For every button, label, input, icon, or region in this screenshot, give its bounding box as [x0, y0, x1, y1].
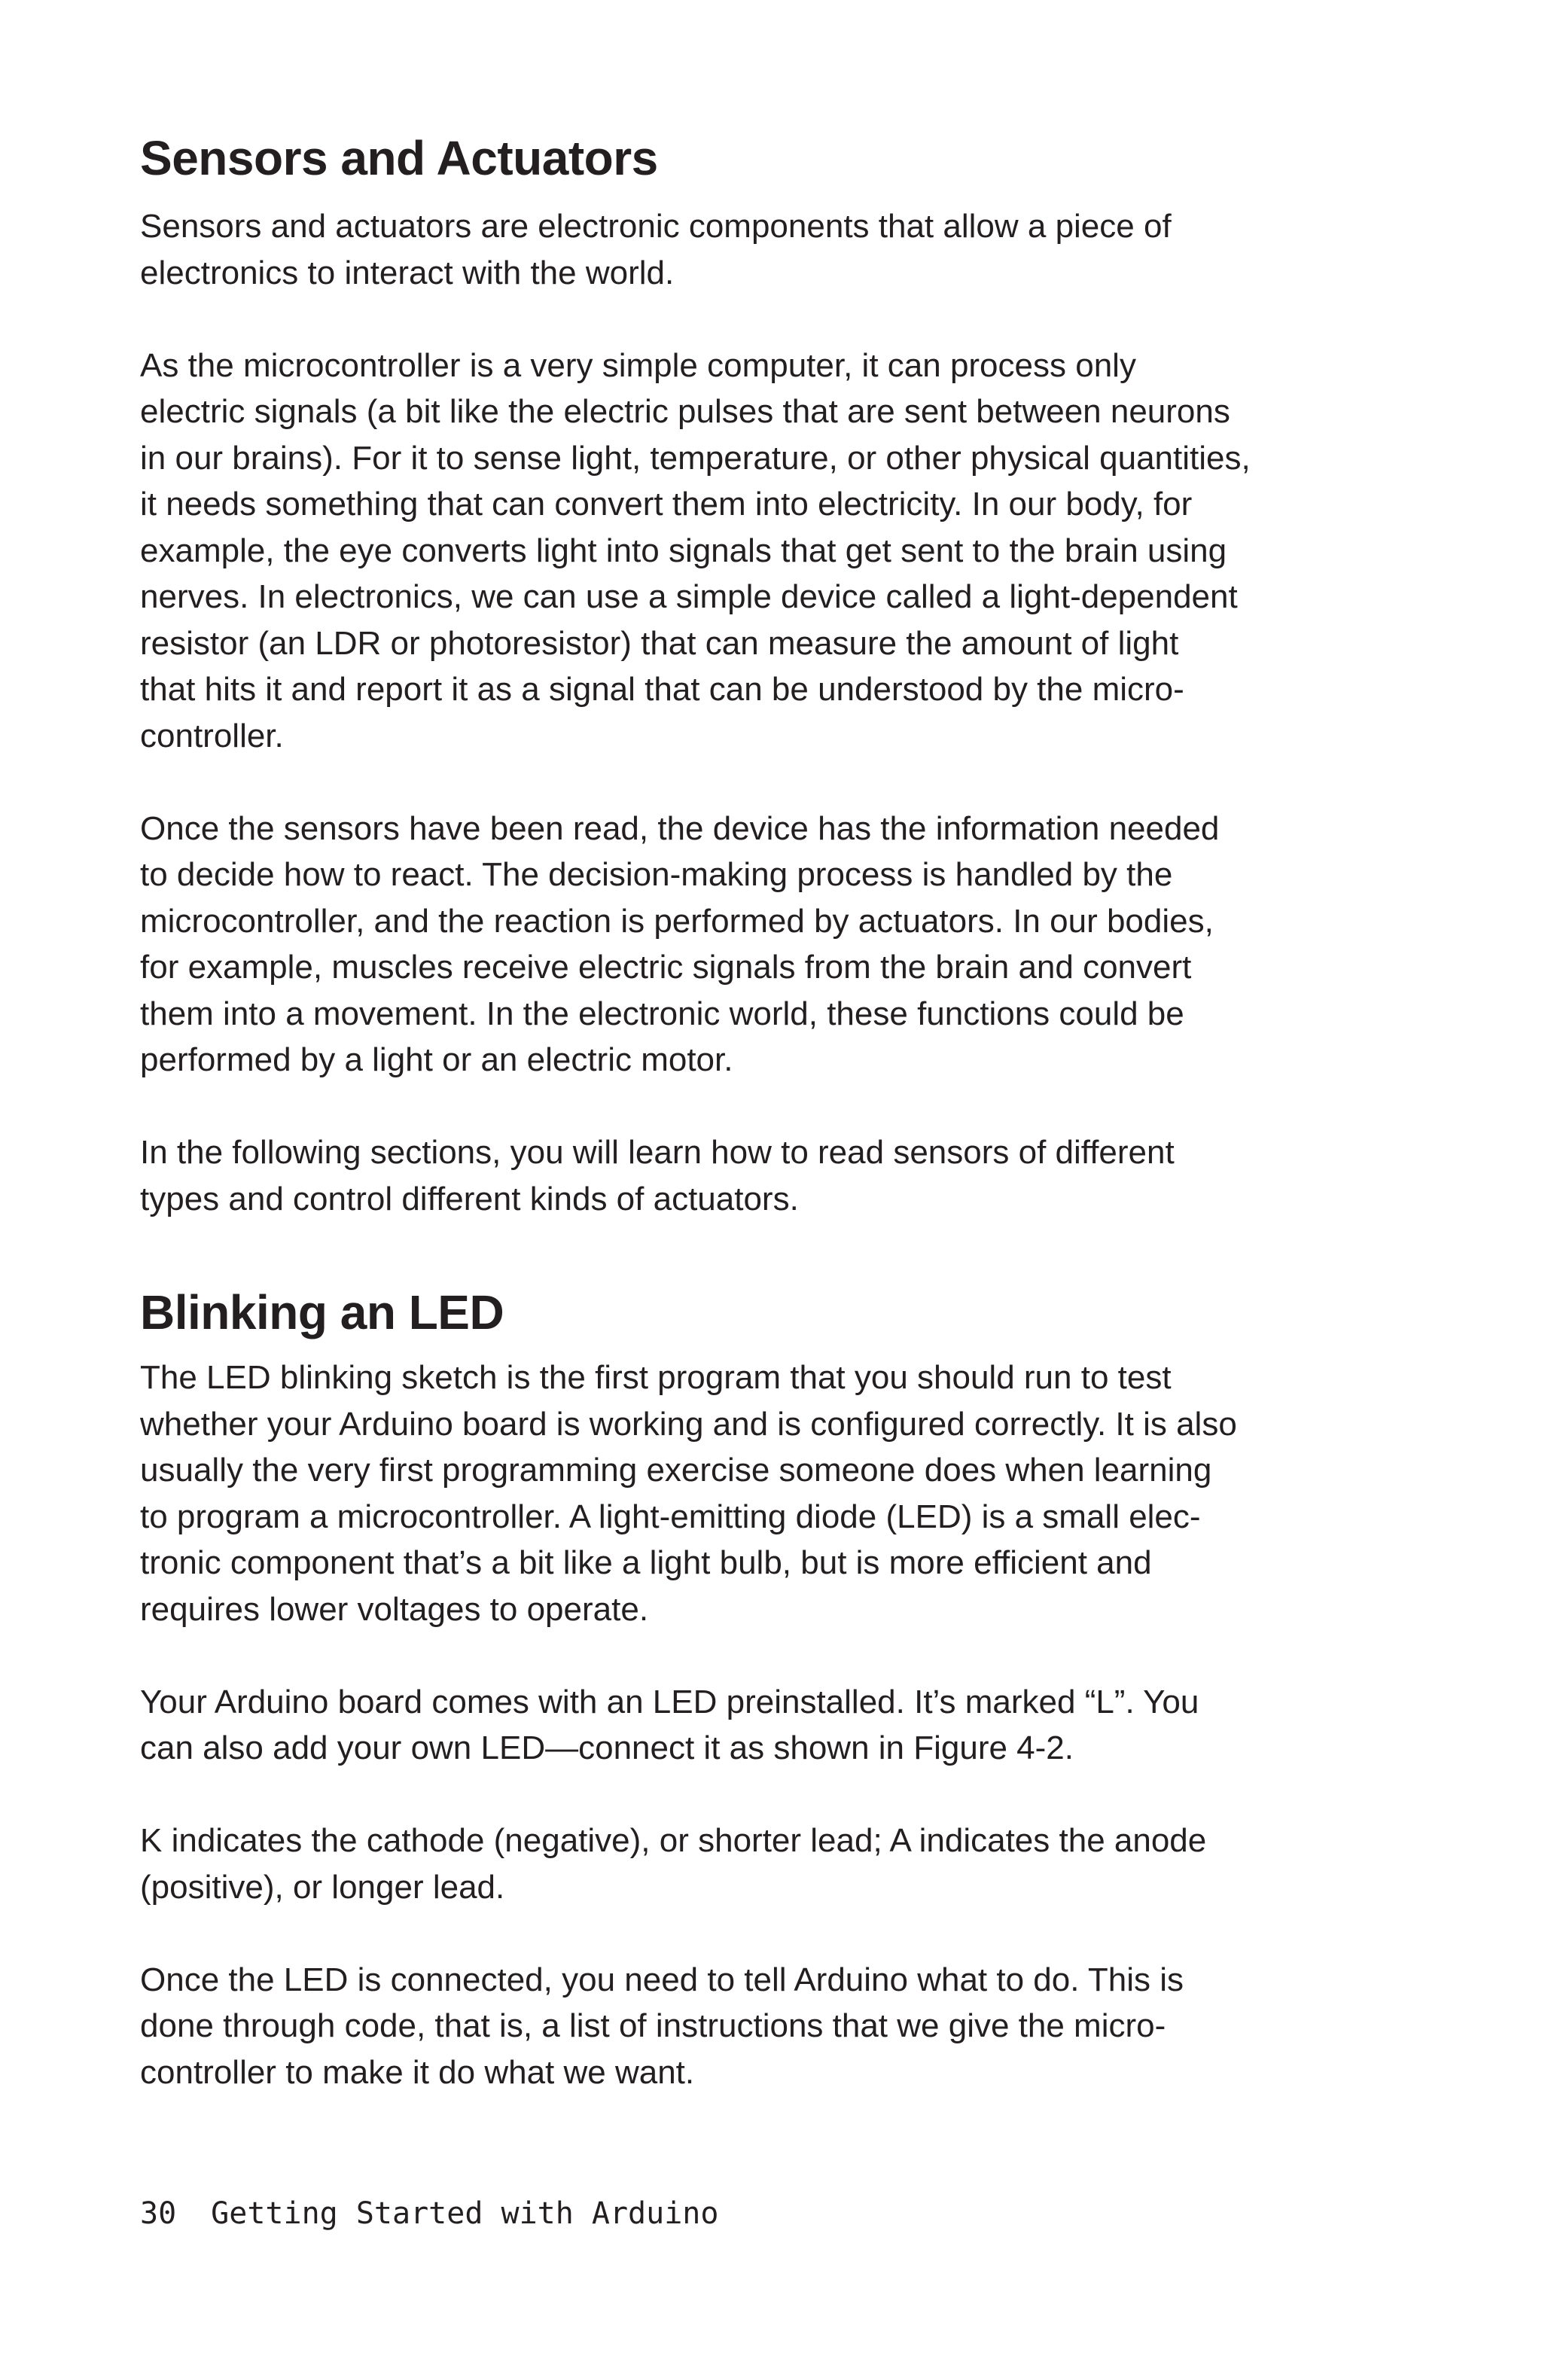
text-line: resistor (an LDR or photoresistor) that can measure the amount of light	[140, 624, 1179, 662]
page-content	[140, 128, 1345, 2095]
paragraph	[140, 1957, 1345, 2096]
text-line: As the microcontroller is a very simple computer, it can process only	[140, 346, 1136, 384]
paragraph	[140, 1129, 1345, 1222]
text-line: usually the very first programming exercise someone does when learning	[140, 1452, 1212, 1489]
text-line: electronics to interact with the world.	[140, 254, 675, 291]
text-line: whether your Arduino board is working and is configured correctly. It is also	[140, 1405, 1237, 1443]
text-line: Once the sensors have been read, the device has the information needed	[140, 809, 1220, 847]
text-line: that hits it and report it as a signal that can be understood by the micro-	[140, 671, 1184, 708]
text-line: example, the eye converts light into signals that get sent to the brain using	[140, 532, 1227, 569]
text-line: to decide how to react. The decision-making process is handled by the	[140, 856, 1173, 893]
paragraph	[140, 806, 1345, 1083]
text-line: it needs something that can convert them into electricity. In our body, for	[140, 486, 1193, 523]
text-line: in our brains). For it to sense light, temperature, or other physical quantities,	[140, 439, 1251, 477]
paragraph	[140, 1355, 1345, 1632]
text-line: microcontroller, and the reaction is performed by actuators. In our bodies,	[140, 902, 1214, 940]
paragraph	[140, 343, 1345, 760]
text-line: controller.	[140, 717, 284, 754]
page-footer	[140, 2191, 718, 2236]
text-line: electric signals (a bit like the electric pulses that are sent between neurons	[140, 393, 1230, 430]
text-line: nerves. In electronics, we can use a simple device called a light-dependent	[140, 578, 1238, 615]
text-line: K indicates the cathode (negative), or shorter lead; A indicates the anode	[140, 1822, 1207, 1859]
section-sensors-body	[140, 203, 1345, 1222]
paragraph	[140, 1679, 1345, 1772]
text-line: Sensors and actuators are electronic components that allow a piece of	[140, 208, 1172, 245]
paragraph	[140, 203, 1345, 296]
page-number: 30	[140, 2196, 177, 2231]
text-line: The LED blinking sketch is the first program that you should run to test	[140, 1359, 1172, 1396]
text-line: types and control different kinds of actuators.	[140, 1180, 799, 1217]
paragraph	[140, 1818, 1345, 1910]
text-line: Your Arduino board comes with an LED preinstalled. It’s marked “L”. You	[140, 1683, 1199, 1720]
heading-sensors-and-actuators: Sensors and Actuators	[140, 131, 658, 185]
text-line: requires lower voltages to operate.	[140, 1590, 649, 1628]
text-line: to program a microcontroller. A light-emitting diode (LED) is a small elec-	[140, 1498, 1201, 1535]
text-line: them into a movement. In the electronic world, these functions could be	[140, 995, 1184, 1032]
text-line: tronic component that’s a bit like a light bulb, but is more efficient and	[140, 1544, 1152, 1581]
text-line: for example, muscles receive electric signals from the brain and convert	[140, 949, 1192, 986]
text-line: controller to make it do what we want.	[140, 2053, 695, 2091]
text-line: In the following sections, you will learn how to read sensors of different	[140, 1134, 1175, 1171]
heading-blinking-an-led: Blinking an LED	[140, 1285, 504, 1339]
text-line: performed by a light or an electric motor.	[140, 1041, 733, 1078]
text-line: can also add your own LED—connect it as shown in Figure 4-2.	[140, 1729, 1074, 1766]
text-line: Once the LED is connected, you need to tell Arduino what to do. This is	[140, 1961, 1184, 1998]
text-line: done through code, that is, a list of instructions that we give the micro-	[140, 2007, 1166, 2044]
text-line: (positive), or longer lead.	[140, 1868, 505, 1906]
book-title: Getting Started with Arduino	[211, 2196, 719, 2231]
section-blinking-body	[140, 1355, 1345, 2095]
